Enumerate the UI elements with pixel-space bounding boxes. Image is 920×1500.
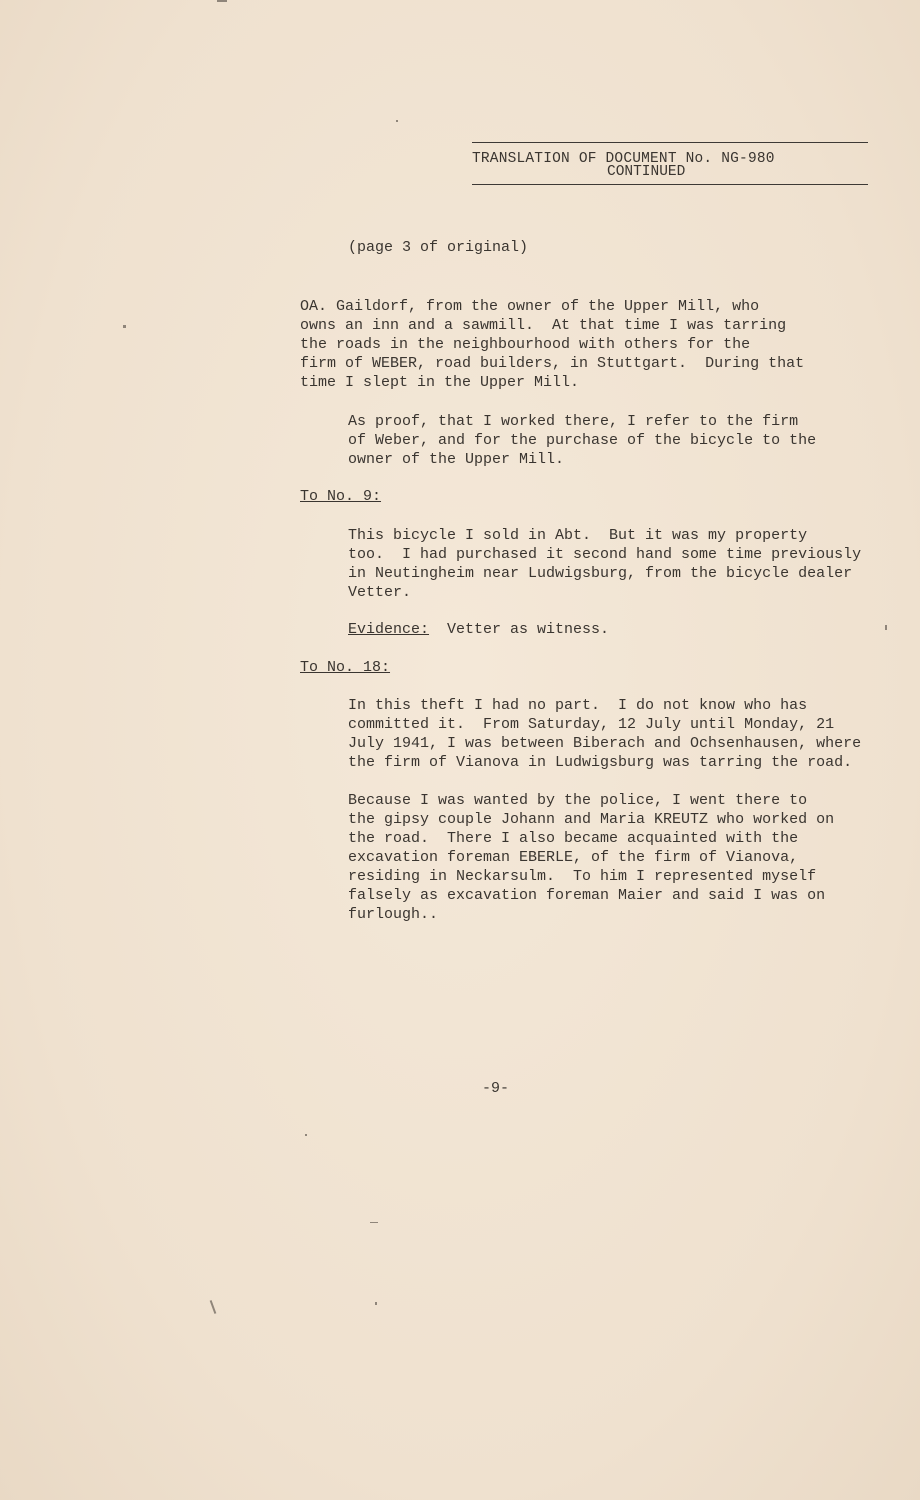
paper-speck	[396, 120, 398, 122]
paragraph-3: This bicycle I sold in Abt. But it was my property too. I had purchased it second hand some time previously in Neutingheim near Ludwigsburg, from the bicycle dealer Vetter.	[348, 527, 862, 601]
header-subtitle: CONTINUED	[607, 164, 686, 180]
document-header	[472, 142, 868, 185]
evidence-label: Evidence:	[348, 621, 430, 638]
paper-speck	[210, 1300, 217, 1314]
page-reference: (page 3 of original)	[348, 239, 529, 256]
heading-no-9: To No. 9:	[300, 488, 382, 505]
header-title: TRANSLATION OF DOCUMENT No. NG-980	[472, 151, 775, 167]
evidence-text: Vetter as witness.	[429, 621, 610, 638]
paper-speck	[217, 0, 227, 2]
page-number: -9-	[482, 1080, 510, 1097]
paper-speck	[370, 1222, 378, 1223]
paragraph-1: OA. Gaildorf, from the owner of the Upper Mill, who owns an inn and a sawmill. At that time I was tarring the roads in the neighbourhood with others for the firm of WEBER, road builders, in Stuttgart. During that time I slept in the Upper Mill.	[300, 298, 805, 391]
header-top-rule	[472, 142, 868, 143]
paper-speck	[123, 325, 126, 328]
paper-speck	[375, 1302, 377, 1305]
header-bottom-rule	[472, 184, 868, 185]
paragraph-5: Because I was wanted by the police, I went there to the gipsy couple Johann and Maria KREUTZ who worked on the road. There I also became acquainted with the excavation foreman EBERLE, of the firm of Vianova, residing in Neckarsulm. To him I represented myself falsely as excavation foreman Maier and said I was on furlough..	[348, 792, 835, 923]
paper-speck	[885, 625, 887, 630]
paragraph-4: In this theft I had no part. I do not know who has committed it. From Saturday, 12 July until Monday, 21 July 1941, I was between Biberach and Ochsenhausen, where the firm of Vianova in Ludwigsburg was tarring the road.	[348, 697, 862, 771]
evidence-line	[348, 620, 908, 639]
heading-no-18: To No. 18:	[300, 659, 391, 676]
paragraph-2: As proof, that I worked there, I refer to the firm of Weber, and for the purchase of the bicycle to the owner of the Upper Mill.	[348, 413, 817, 468]
paper-speck	[305, 1134, 307, 1136]
